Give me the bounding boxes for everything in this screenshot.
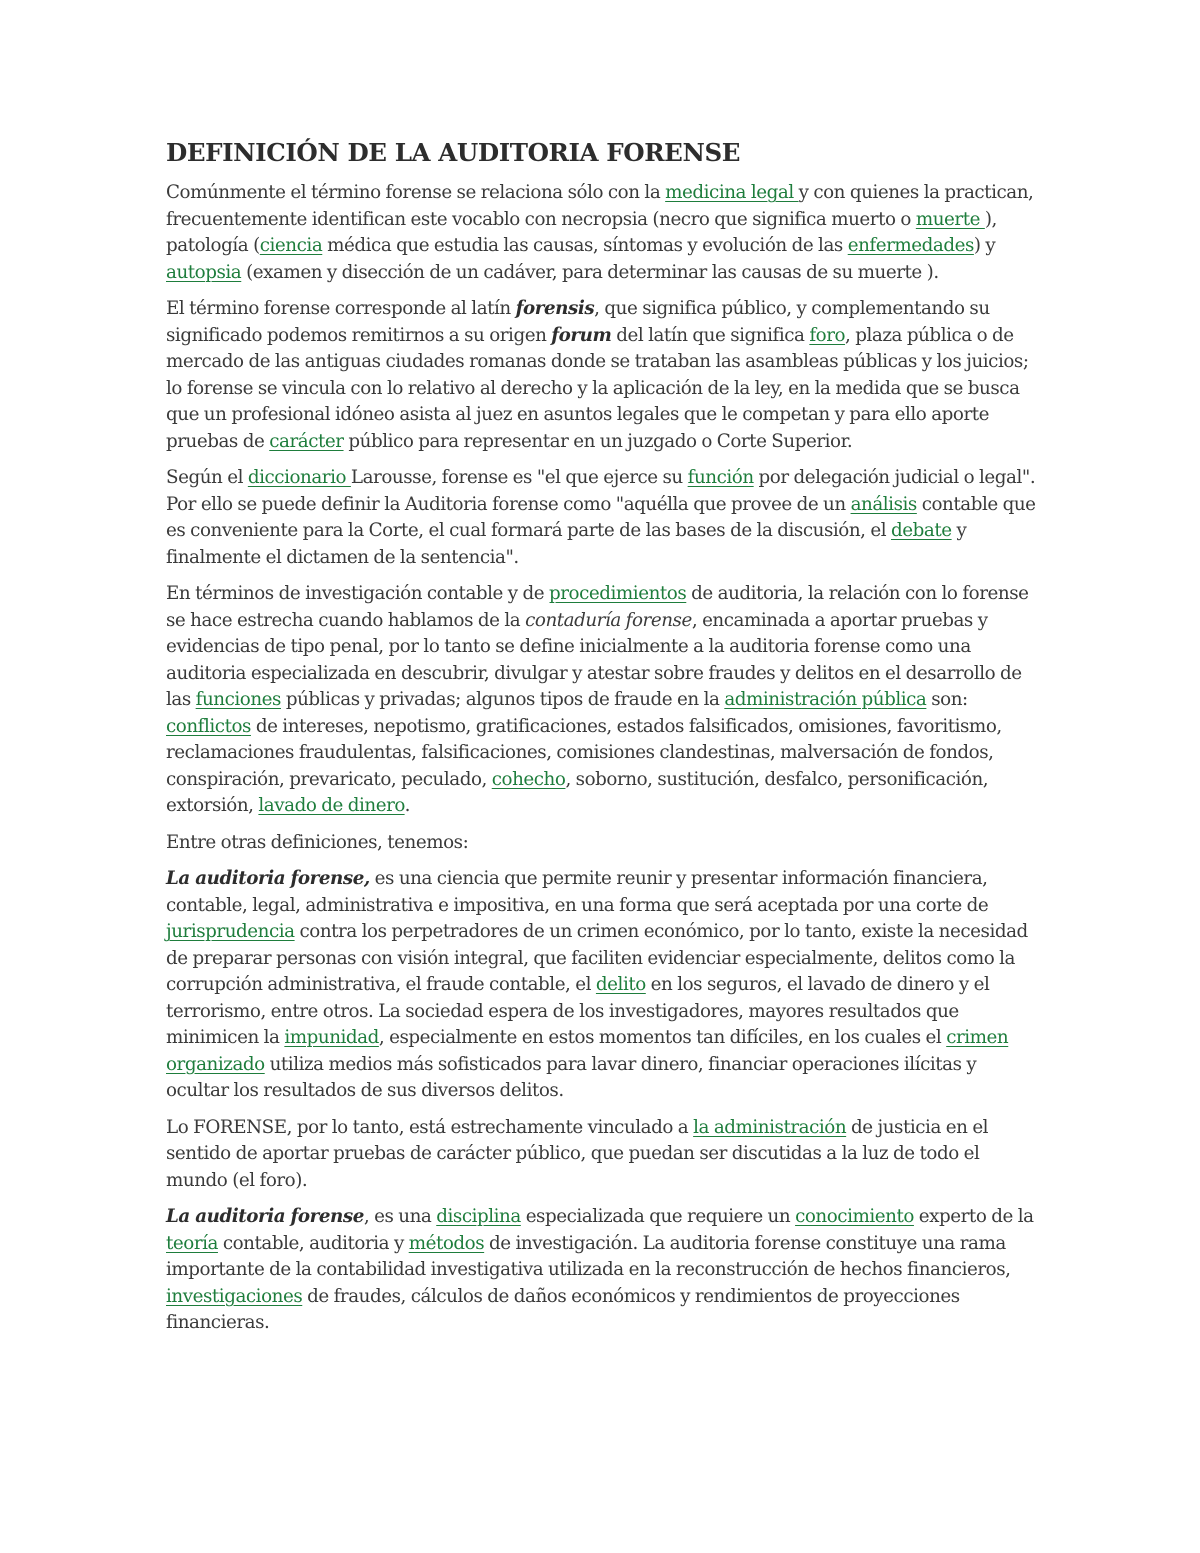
text-segment: utiliza medios más sofisticados para lavar dinero, financiar operaciones ilícitas y ocultar los resultados de sus diversos delitos. [166,1053,977,1101]
paragraph-7 [166,1115,1038,1195]
document-body [166,138,1038,1347]
link-la-administracion[interactable]: la administración [693,1116,847,1138]
text-segment: contable que es conveniente para la Corte, el cual formará parte de las bases de la discusión, el [166,493,1036,541]
text-segment: médica que estudia las causas, síntomas y evolución de las [322,235,848,256]
text-segment: , especialmente en estos momentos tan difíciles, en los cuales el [378,1027,947,1048]
link-teoria[interactable]: teoría [166,1232,218,1254]
text-segment: público para representar en un juzgado o Corte Superior. [343,430,853,452]
text-segment: (examen y disección de un cadáver, para determinar las causas de su muerte ). [241,261,939,283]
text-segment: , soborno, sustitución, desfalco, personificación, extorsión, [166,768,989,816]
link-ciencia[interactable]: ciencia [259,235,323,256]
text-segment: de investigación. La auditoria forense constituye una rama importante de la contabilidad investigativa utilizada en la reconstrucción de hechos financieros, [166,1232,1011,1280]
link-procedimientos[interactable]: procedimientos [549,583,687,604]
text-segment: , es una [363,1206,437,1227]
link-funcion[interactable]: función [687,467,754,488]
link-funciones[interactable]: funciones [195,689,281,710]
text-segment: En términos de investigación contable y de [166,583,550,604]
text-segment: . [404,795,410,816]
paragraphs [166,180,1038,1337]
link-delito[interactable]: delito [595,974,646,995]
text-segment: de justicia en el sentido de aportar pruebas de carácter público, que puedan ser discutidas a la luz de todo el mundo (el foro). [166,1116,989,1191]
link-conocimiento[interactable]: conocimiento [795,1206,914,1227]
text-segment: en los seguros, el lavado de dinero y el terrorismo, entre otros. La sociedad espera de los investigadores, mayores resultados que minimicen la [166,974,990,1048]
text-segment: contable, auditoria y [217,1232,409,1254]
paragraph-6 [166,866,1038,1105]
text-segment: Según el [166,467,248,488]
text-segment: especializada que requiere un [520,1206,796,1227]
text-segment: del latín que significa [611,324,810,346]
link-foro[interactable]: foro [809,324,846,346]
text-segment: y con quienes la practican, frecuentemente identifican este vocablo con necropsia (necro que significa muerto o [166,182,1034,230]
paragraph-8 [166,1204,1038,1337]
page-title: DEFINICIÓN DE LA AUDITORIA FORENSE [166,138,741,167]
emphasis-text: forum [551,324,612,346]
text-segment: contra los perpetradores de un crimen económico, por lo tanto, existe la necesidad de preparar personas con visión integral, que faciliten evidenciar especialmente, delitos como la corrupción administrativa, el fraude contable, el [166,921,1028,995]
emphasis-text: La auditoria forense [166,1206,364,1227]
text-segment: son: [926,689,968,710]
text-segment: por delegación judicial o legal". Por ello se puede definir la Auditoria forense como "aquélla que provee de un [166,467,1036,515]
link-cohecho[interactable]: cohecho [491,768,566,790]
link-disciplina[interactable]: disciplina [436,1206,521,1227]
text-segment: de auditoria, la relación con lo forense se hace estrecha cuando hablamos de la [166,583,1029,631]
text-segment: ), patología ( [166,208,997,256]
link-medicina-legal[interactable]: medicina legal [665,182,799,203]
text-segment: Larousse, forense es "el que ejerce su [350,467,688,488]
link-autopsia[interactable]: autopsia [166,261,242,283]
text-segment: públicas y privadas; algunos tipos de fraude en la [280,689,725,710]
text-segment: de intereses, nepotismo, gratificaciones, estados falsificados, omisiones, favoritismo, reclamaciones fraudulentas, falsificaciones, comisiones clandestinas, malversación de fondos, conspiración, prevaricato, peculado, [166,715,1002,790]
link-muerte[interactable]: muerte [915,208,985,230]
link-analisis[interactable]: análisis [850,493,917,515]
emphasis-text: forensis [515,298,595,319]
link-enfermedades[interactable]: enfermedades [847,235,974,256]
link-diccionario[interactable]: diccionario [247,467,351,488]
paragraph-4 [166,581,1038,820]
italic-text: contaduría forense [525,609,692,631]
link-impunidad[interactable]: impunidad [284,1027,379,1048]
link-crimen-organizado[interactable]: crimen organizado [166,1027,1009,1075]
link-conflictos[interactable]: conflictos [166,715,251,737]
text-segment: Entre otras definiciones, tenemos: [166,831,469,853]
paragraph-5 [166,830,1038,857]
link-metodos[interactable]: métodos [408,1232,485,1254]
text-segment: es una ciencia que permite reunir y presentar información financiera, contable, legal, administrativa e impositiva, en una forma que será aceptada por una corte de [166,868,989,916]
text-segment: , encaminada a aportar pruebas y evidencias de tipo penal, por lo tanto se define inicialmente a la auditoria forense como una auditoria especializada en descubrir, divulgar y atestar sobre fraudes y delitos en el desarrollo de las [166,609,1022,710]
link-caracter[interactable]: carácter [269,430,344,452]
text-segment: de fraudes, cálculos de daños económicos y rendimientos de proyecciones financieras. [166,1285,960,1333]
text-segment: , plaza pública o de mercado de las antiguas ciudades romanas donde se trataban las asambleas públicas y los juicios; lo forense se vincula con lo relativo al derecho y la aplicación de la ley, en la medida que se busca que un profesional idóneo asista al juez en asuntos legales que le competan y para ello aporte pruebas de [166,324,1029,452]
link-lavado-de-dinero[interactable]: lavado de dinero [258,795,405,816]
link-investigaciones[interactable]: investigaciones [166,1285,303,1307]
text-segment: Comúnmente el término forense se relaciona sólo con la [166,182,666,203]
emphasis-text: La auditoria forense, [166,868,370,889]
link-debate[interactable]: debate [891,520,952,541]
paragraph-1 [166,180,1038,286]
link-jurisprudencia[interactable]: jurisprudencia [166,921,295,942]
link-administracion-publica[interactable]: administración pública [724,689,927,710]
text-segment: ) y [973,235,996,256]
text-segment: Lo FORENSE, por lo tanto, está estrechamente vinculado a [166,1116,694,1138]
paragraph-3 [166,465,1038,571]
text-segment: y finalmente el dictamen de la sentencia". [166,520,967,568]
text-segment: experto de la [913,1206,1034,1227]
text-segment: El término forense corresponde al latín [166,298,516,319]
paragraph-2 [166,296,1038,455]
text-segment: , que significa público, y complementando su significado podemos remitirnos a su origen [166,298,990,346]
